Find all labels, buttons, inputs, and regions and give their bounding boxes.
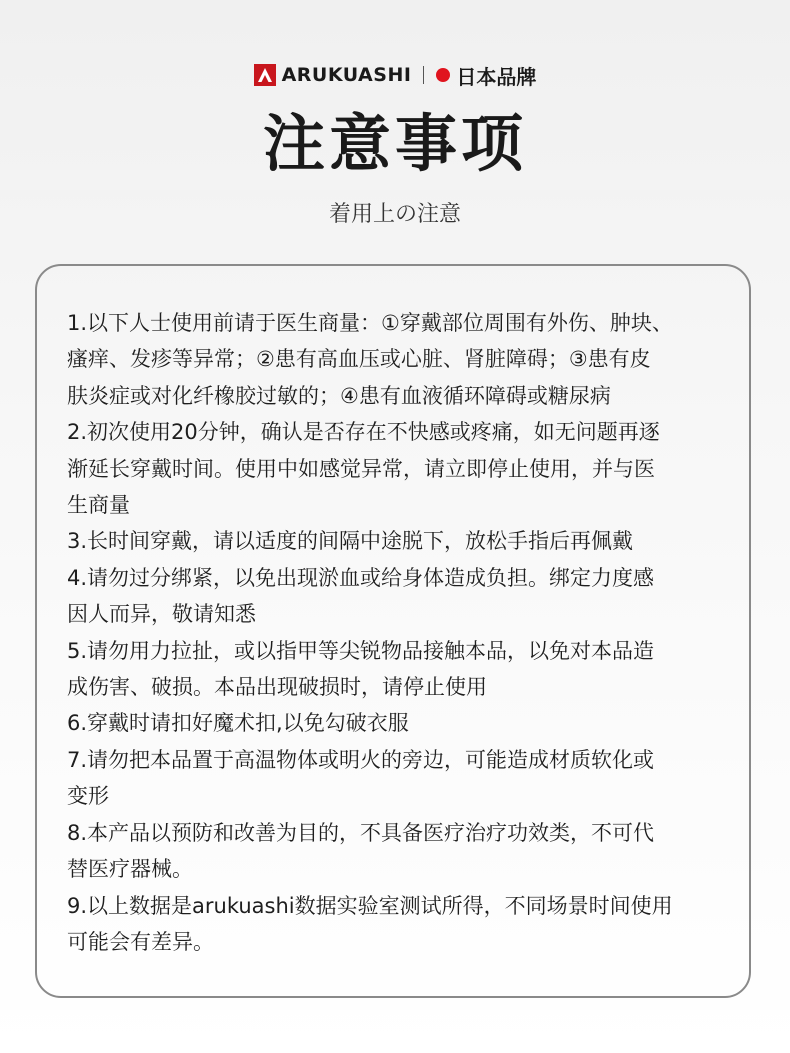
notice-line: 渐延长穿戴时间。使用中如感觉异常，请立即停止使用，并与医 <box>67 456 655 481</box>
notice-line: 肤炎症或对化纤橡胶过敏的；④患有血液循环障碍或糖尿病 <box>67 383 611 408</box>
brand-header <box>0 62 790 88</box>
notice-line: 7.请勿把本品置于高温物体或明火的旁边，可能造成材质软化或 <box>67 747 655 772</box>
japan-flag-dot-icon <box>436 68 450 82</box>
notice-line: 5.请勿用力拉扯，或以指甲等尖锐物品接触本品，以免对本品造 <box>67 638 655 663</box>
brand-divider <box>423 66 424 84</box>
notice-line: 3.长时间穿戴，请以适度的间隔中途脱下，放松手指后再佩戴 <box>67 529 634 554</box>
notice-line: 替医疗器械。 <box>67 857 193 882</box>
notice-line: 9.以上数据是arukuashi数据实验室测试所得，不同场景时间使用 <box>67 893 673 918</box>
notice-line: 生商量 <box>67 493 130 518</box>
page-subtitle: 着用上の注意 <box>328 202 461 227</box>
brand-name: ARUKUASHI <box>281 64 412 86</box>
notice-line: 1.以下人士使用前请于医生商量：①穿戴部位周围有外伤、肿块、 <box>67 311 673 335</box>
page-title: 注意事项 <box>262 107 527 180</box>
notice-line: 因人而异，敬请知悉 <box>67 602 256 627</box>
notice-line: 2.初次使用20分钟，确认是否存在不快感或疼痛，如无问题再逐 <box>67 420 660 445</box>
notice-line: 4.请勿过分绑紧，以免出现淤血或给身体造成负担。绑定力度感 <box>67 565 655 590</box>
brand-tagline: 日本品牌 <box>456 64 537 89</box>
notice-line: 变形 <box>67 784 109 809</box>
notice-line: 8.本产品以预防和改善为目的，不具备医疗治疗功效类，不可代 <box>67 820 655 845</box>
notice-line: 6.穿戴时请扣好魔术扣,以免勾破衣服 <box>67 711 409 736</box>
notice-line: 成伤害、破损。本品出现破损时，请停止使用 <box>67 675 487 700</box>
brand-logo-icon <box>254 64 276 86</box>
notice-line: 瘙痒、发疹等异常；②患有高血压或心脏、肾脏障碍；③患有皮 <box>67 347 651 372</box>
notice-list <box>67 305 747 960</box>
notice-line: 可能会有差异。 <box>67 929 214 954</box>
